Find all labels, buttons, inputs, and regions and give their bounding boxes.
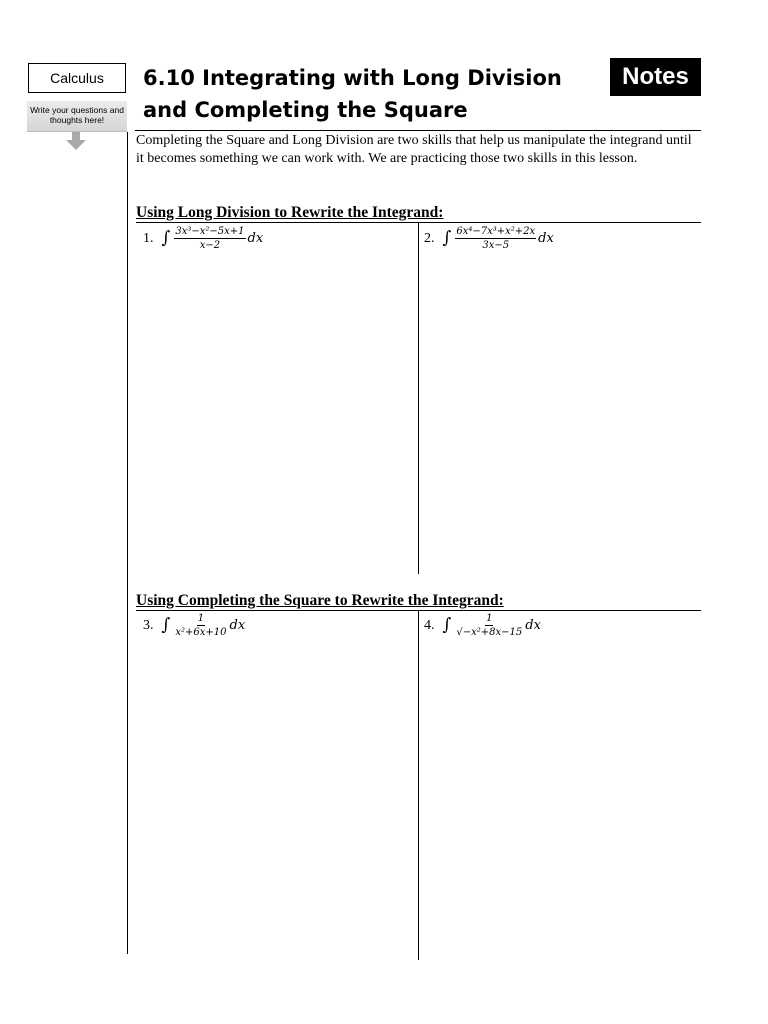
differential: dx <box>229 618 246 633</box>
integrand-fraction <box>455 613 523 638</box>
notes-badge: Notes <box>610 58 701 96</box>
problem-2 <box>424 226 554 251</box>
numerator: 3x³−x²−5x+1 <box>175 226 245 237</box>
denominator: x−2 <box>199 240 221 251</box>
integrand-fraction <box>455 226 536 251</box>
numerator: 1 <box>486 613 493 624</box>
integral-sign: ∫ <box>442 228 452 248</box>
differential: dx <box>538 231 554 246</box>
hint-label: Write your questions and thoughts here! <box>27 101 127 132</box>
title-divider <box>135 130 701 131</box>
integral-sign: ∫ <box>161 615 171 635</box>
column-divider <box>418 610 419 960</box>
subject-label: Calculus <box>28 63 126 93</box>
integral-sign: ∫ <box>442 615 452 635</box>
numerator: 1 <box>197 613 205 624</box>
section-heading-long-division: Using Long Division to Rewrite the Integrand: <box>136 204 444 221</box>
problem-number: 3. <box>143 617 154 633</box>
column-divider <box>418 222 419 574</box>
problem-number: 1. <box>143 230 154 246</box>
integrand-fraction <box>174 226 245 251</box>
differential: dx <box>247 231 264 246</box>
denominator: √−x²+8x−15 <box>456 627 523 638</box>
down-arrow-icon <box>64 132 88 150</box>
problem-4 <box>424 613 541 638</box>
numerator: 6x⁴−7x³+x²+2x <box>456 226 536 237</box>
integrand-fraction <box>174 613 227 638</box>
differential: dx <box>525 618 541 633</box>
integral-sign: ∫ <box>161 228 171 248</box>
margin-divider <box>127 132 128 954</box>
problem-3 <box>143 613 245 638</box>
page-title: 6.10 Integrating with Long Division and Completing the Square <box>143 66 562 122</box>
problem-1 <box>143 226 263 251</box>
denominator: x²+6x+10 <box>175 627 227 638</box>
problem-number: 2. <box>424 230 435 246</box>
intro-paragraph: Completing the Square and Long Division are two skills that help us manipulate the integrand until it becomes something we can work with. We are practicing those two skills in this lesson. <box>136 133 692 166</box>
section-heading-completing-square: Using Completing the Square to Rewrite the Integrand: <box>136 592 504 609</box>
denominator: 3x−5 <box>482 240 510 251</box>
problem-number: 4. <box>424 617 435 633</box>
